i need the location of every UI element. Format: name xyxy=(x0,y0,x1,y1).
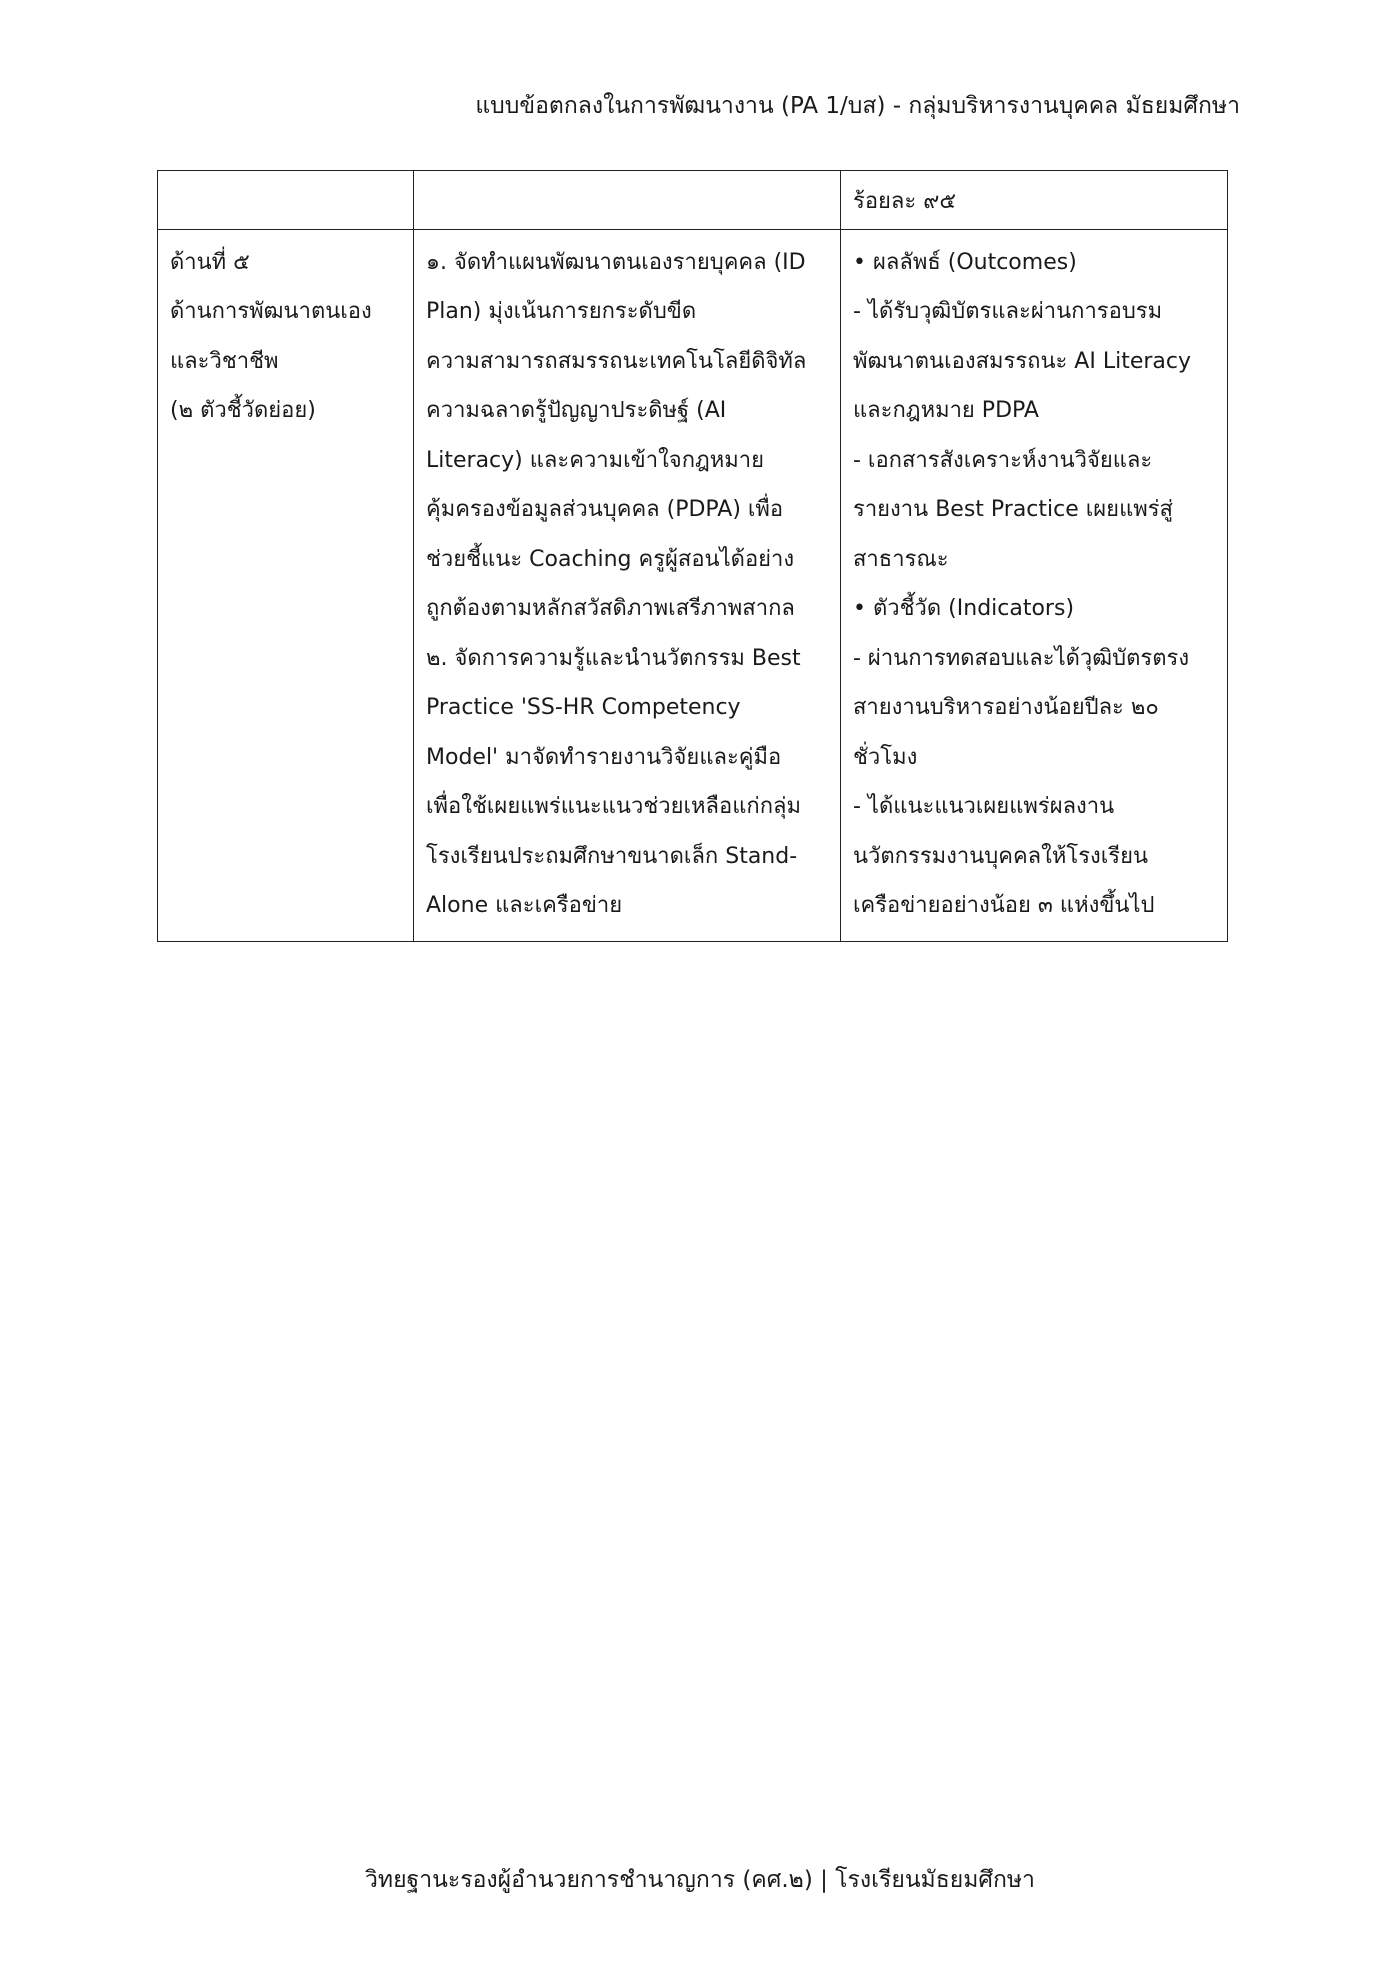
area-name-line-1: ด้านการพัฒนาตนเอง xyxy=(170,299,372,324)
task-line: ความฉลาดรู้ปัญญาประดิษฐ์ (AI xyxy=(426,398,727,423)
task-line: ๒. จัดการความรู้และนำนวัตกรรม Best xyxy=(426,645,801,671)
outcome-line: พัฒนาตนเองสมรรถนะ AI Literacy xyxy=(853,348,1192,374)
table-cell-tasks xyxy=(414,171,841,230)
task-line: โรงเรียนประถมศึกษาขนาดเล็ก Stand- xyxy=(426,843,798,869)
area-name-line-2: และวิชาชีพ xyxy=(170,348,279,374)
task-line: Plan) มุ่งเน้นการยกระดับขีด xyxy=(426,299,697,324)
outcome-line: นวัตกรรมงานบุคคลให้โรงเรียน xyxy=(853,843,1149,869)
agreement-table xyxy=(157,170,1228,942)
outcome-line: • ตัวชี้วัด (Indicators) xyxy=(853,596,1075,621)
task-line: ความสามารถสมรรถนะเทคโนโลยีดิจิทัล xyxy=(426,348,807,374)
table-cell-area xyxy=(158,229,414,941)
task-line: คุ้มครองข้อมูลส่วนบุคคล (PDPA) เพื่อ xyxy=(426,497,784,522)
table-cell-outcome xyxy=(841,229,1228,941)
page-header: แบบข้อตกลงในการพัฒนางาน (PA 1/บส) - กลุ่มบริหารงานบุคคล มัธยมศึกษา xyxy=(475,93,1240,119)
table-row-area-5 xyxy=(158,229,1228,941)
table-cell-tasks xyxy=(414,229,841,941)
table-cell-outcome xyxy=(841,171,1228,230)
outcome-line: - ได้แนะแนวเผยแพร่ผลงาน xyxy=(853,794,1115,819)
outcome-line: ชั่วโมง xyxy=(853,744,918,770)
outcome-line: รายงาน Best Practice เผยแพร่สู่ xyxy=(853,497,1173,522)
task-line: Literacy) และความเข้าใจกฎหมาย xyxy=(426,447,765,473)
outcome-target-text: ร้อยละ ๙๕ xyxy=(853,189,956,214)
task-line: ถูกต้องตามหลักสวัสดิภาพเสรีภาพสากล xyxy=(426,596,795,621)
task-line: ๑. จัดทำแผนพัฒนาตนเองรายบุคคล (ID xyxy=(426,249,806,275)
outcome-line: - ผ่านการทดสอบและได้วุฒิบัตรตรง xyxy=(853,645,1190,671)
task-line: Alone และเครือข่าย xyxy=(426,893,623,918)
task-line: Model' มาจัดทำรายงานวิจัยและคู่มือ xyxy=(426,744,782,770)
area-sub-indicators: (๒ ตัวชี้วัดย่อย) xyxy=(170,398,316,423)
table-row-continuation xyxy=(158,171,1228,230)
task-line: ช่วยชี้แนะ Coaching ครูผู้สอนได้อย่าง xyxy=(426,546,795,572)
task-line: เพื่อใช้เผยแพร่แนะแนวช่วยเหลือแก่กลุ่ม xyxy=(426,794,802,819)
outcome-line: เครือข่ายอย่างน้อย ๓ แห่งขึ้นไป xyxy=(853,893,1155,918)
outcome-line: • ผลลัพธ์ (Outcomes) xyxy=(853,249,1077,275)
page-footer: วิทยฐานะรองผู้อำนวยการชำนาญการ (คศ.๒) | โรงเรียนมัธยมศึกษา xyxy=(365,1867,1035,1893)
task-line: Practice 'SS-HR Competency xyxy=(426,695,741,720)
outcome-line: - เอกสารสังเคราะห์งานวิจัยและ xyxy=(853,447,1153,473)
outcome-line: และกฎหมาย PDPA xyxy=(853,398,1039,423)
outcome-line: - ได้รับวุฒิบัตรและผ่านการอบรม xyxy=(853,299,1163,324)
table-cell-area xyxy=(158,171,414,230)
area-title: ด้านที่ ๕ xyxy=(170,249,250,275)
outcome-line: สาธารณะ xyxy=(853,546,949,572)
outcome-line: สายงานบริหารอย่างน้อยปีละ ๒๐ xyxy=(853,695,1159,720)
